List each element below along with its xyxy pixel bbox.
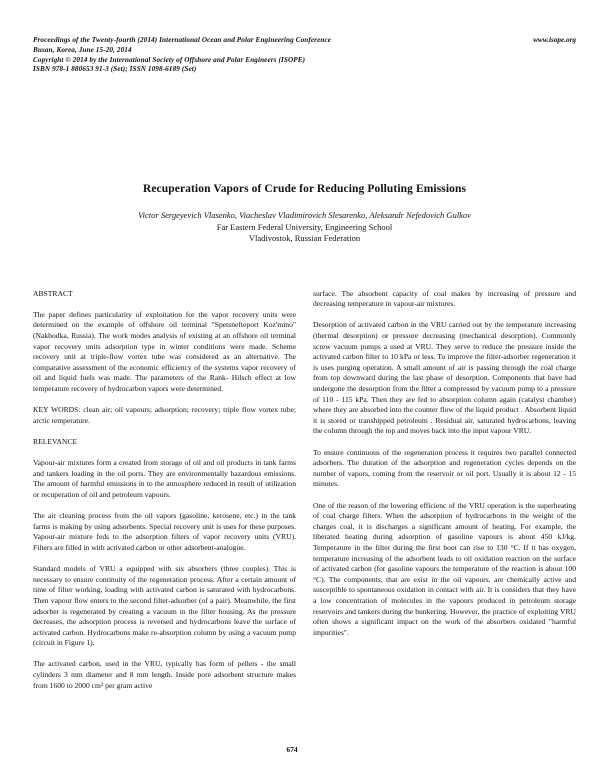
affiliation-location: Vladivostok, Russian Federation xyxy=(248,233,361,244)
proceedings-venue: Busan, Korea, June 15-20, 2014 xyxy=(33,45,132,54)
author-list: Victor Sergeyevich Vlasenko, Viacheslav Vladimirovich Slesarenko, Aleksandr Nefedovich Gulkov xyxy=(138,210,471,221)
relevance-paragraph: Vapour-air mixtures form a created from storage of oil and oil products in tank farms and tankers loading in the oil ports. They are environmentally hazardous emissions. The amount of harmful emissions in to the atmosphere reduced in result of utilization or recuperation of oil and petroleum vapours. xyxy=(33,458,296,499)
relevance-paragraph: The air cleaning process from the oil vapors (gasoline, kerosene, etc.) in the tank farms is making by using adsorbents. Special recovery unit is uses for these purposes. Vapour-air mixture feds to the adsorption filters of vapor recovery units (VRU). Filters are filled in with activated carbon or other adsorbent-analogue. xyxy=(33,511,296,552)
copyright-line: Copyright © 2014 by the International Society of Offshore and Polar Engineers (ISOPE) xyxy=(33,55,306,64)
relevance-paragraph: The activated carbon, used in the VRU, typically has form of pellets - the small cylinders 3 mm diameter and 8 mm length. Inside pore adsorbent structure makes from 1600 to 2000 cm² per gram active xyxy=(33,659,296,690)
page-number: 674 xyxy=(286,745,298,754)
body-paragraph: One of the reason of the lowering efficienc of the VRU operation is the superheating of coal charge filters. When the adsorption of hydrocarbons in the weight of the charges coal, it is discharges a significant amount of heating. For example, the liberated heating during adsorption of gasoline vapours is about 450 kJ/kg. Temperature in the filter during the first boot can rise to 130 °C. If it has oxygen, temperature increasing of the adsorbent leads to oil oxidation reaction on the surface of activated carbon (for gasoline vapours the temperature of the reaction is about 100 °C). The components, that are exist in the oil vapours, are chemically active and susceptible to spontaneous oxidation in contact with air. It is considers that they have a low concentration of molecules in the vapours produced in petroleum storage reservoirs and tankers during the bunkering. However, the practice of exploiting VRU often shows a significant impact on the work of the absorbers oxidated "harmful impurities". xyxy=(313,500,576,637)
keywords-paragraph: KEY WORDS: clean air; oil vapours; adsorption; recovery; triple flow vortex tube; arctic temperature. xyxy=(33,405,296,425)
paper-title: Recuperation Vapors of Crude for Reducing Polluting Emissions xyxy=(142,183,467,196)
relevance-heading: RELEVANCE xyxy=(33,437,78,446)
proceedings-title: Proceedings of the Twenty-fourth (2014) International Ocean and Polar Engineering Conference xyxy=(33,36,332,44)
abstract-paragraph: The paper defines particularity of exploitation for the vapor recovery units were determined on the example of offshore oil terminal "Spetsnefteport Koz'mino" (Nakhodka, Russia). The work modes analysis of existing at an offshore oil terminal vapor recovery units adsorption type in winter conditions were made. Scheme recovery unit at triple-flow vortex tube was considered as an alternative. The comparative assessment of the economic efficiency of the systems vapor recovery of oil and liquid fuels was made. The parameters of the Rank- Hilsch effect at low temperature recovery of hydrocarbon vapors were determined. xyxy=(33,309,296,394)
body-paragraph: surface. The absorbent capacity of coal makes by increasing of pressure and decreasing temperature in vapour-air mixtures. xyxy=(313,288,576,309)
website-link: www.isope.org xyxy=(533,36,576,44)
left-column xyxy=(33,289,296,702)
title-block xyxy=(33,183,576,245)
proceedings-header xyxy=(33,36,576,75)
two-column-body xyxy=(33,289,576,702)
proceedings-info xyxy=(33,36,331,75)
body-paragraph: Desorption of activated carbon in the VRU carried out by the temperature increasing (thermal desorption) or pressure decreasing (mechanical desorption). Commonly screw vacuum pumps a used at VRU. They serve to reduce the pressure inside the activated carbon filter to 10 kPa or less. To improve the filter-adsorber regeneration it is uses purging operation. A small amount of air is passing through the coal charge from top downward during the last phase of desorption. Components that have had undergone the desorption from the filter a compressed by vacuum pump to a pressure of 110 - 115 kPa. Then they are fed to absorption column again (catalyst chamber) where they are absorbed into the counter flow of the liquid product . Absorbent liquid it is stored or transhipped petroleum . Residual air, saturated hydrocarbons, leaving the column through the top and moves back into the input vapour VRU. xyxy=(313,320,576,436)
isbn-line: ISBN 978-1 880653 91-3 (Set); ISSN 1098-6189 (Set) xyxy=(33,65,197,74)
abstract-heading: ABSTRACT xyxy=(33,288,73,298)
right-column xyxy=(313,289,576,702)
affiliation: Far Eastern Federal University, Engineering School xyxy=(216,221,393,232)
relevance-paragraph: Standard models of VRU a equipped with six absorbers (three couples). This is necessary to ensure continuity of the regeneration process. After a certain amount of time of filter working, loading with activated carbon is saturated with hydrocarbons. Then vapour flow enters to the second filter-adsorber (of a pair). Meanwhile, the first adsorber is regenerated by creating a vacuum in the filter housing. As the pressure decreases, the adsorption process is reversed and hydrocarbons leave the surface of activated carbon. Hydrocarbons make re-absorption column by using a vacuum pump (circuit in Figure 1). xyxy=(33,564,296,648)
body-paragraph: To ensure continuous of the regeneration process it requires two parallel connected adsorbers. The duration of the adsorption and regeneration cycles depends on the number of vapors, coming from the reservoir or oil port. Usually it is about 12 - 15 minutes. xyxy=(313,447,576,489)
